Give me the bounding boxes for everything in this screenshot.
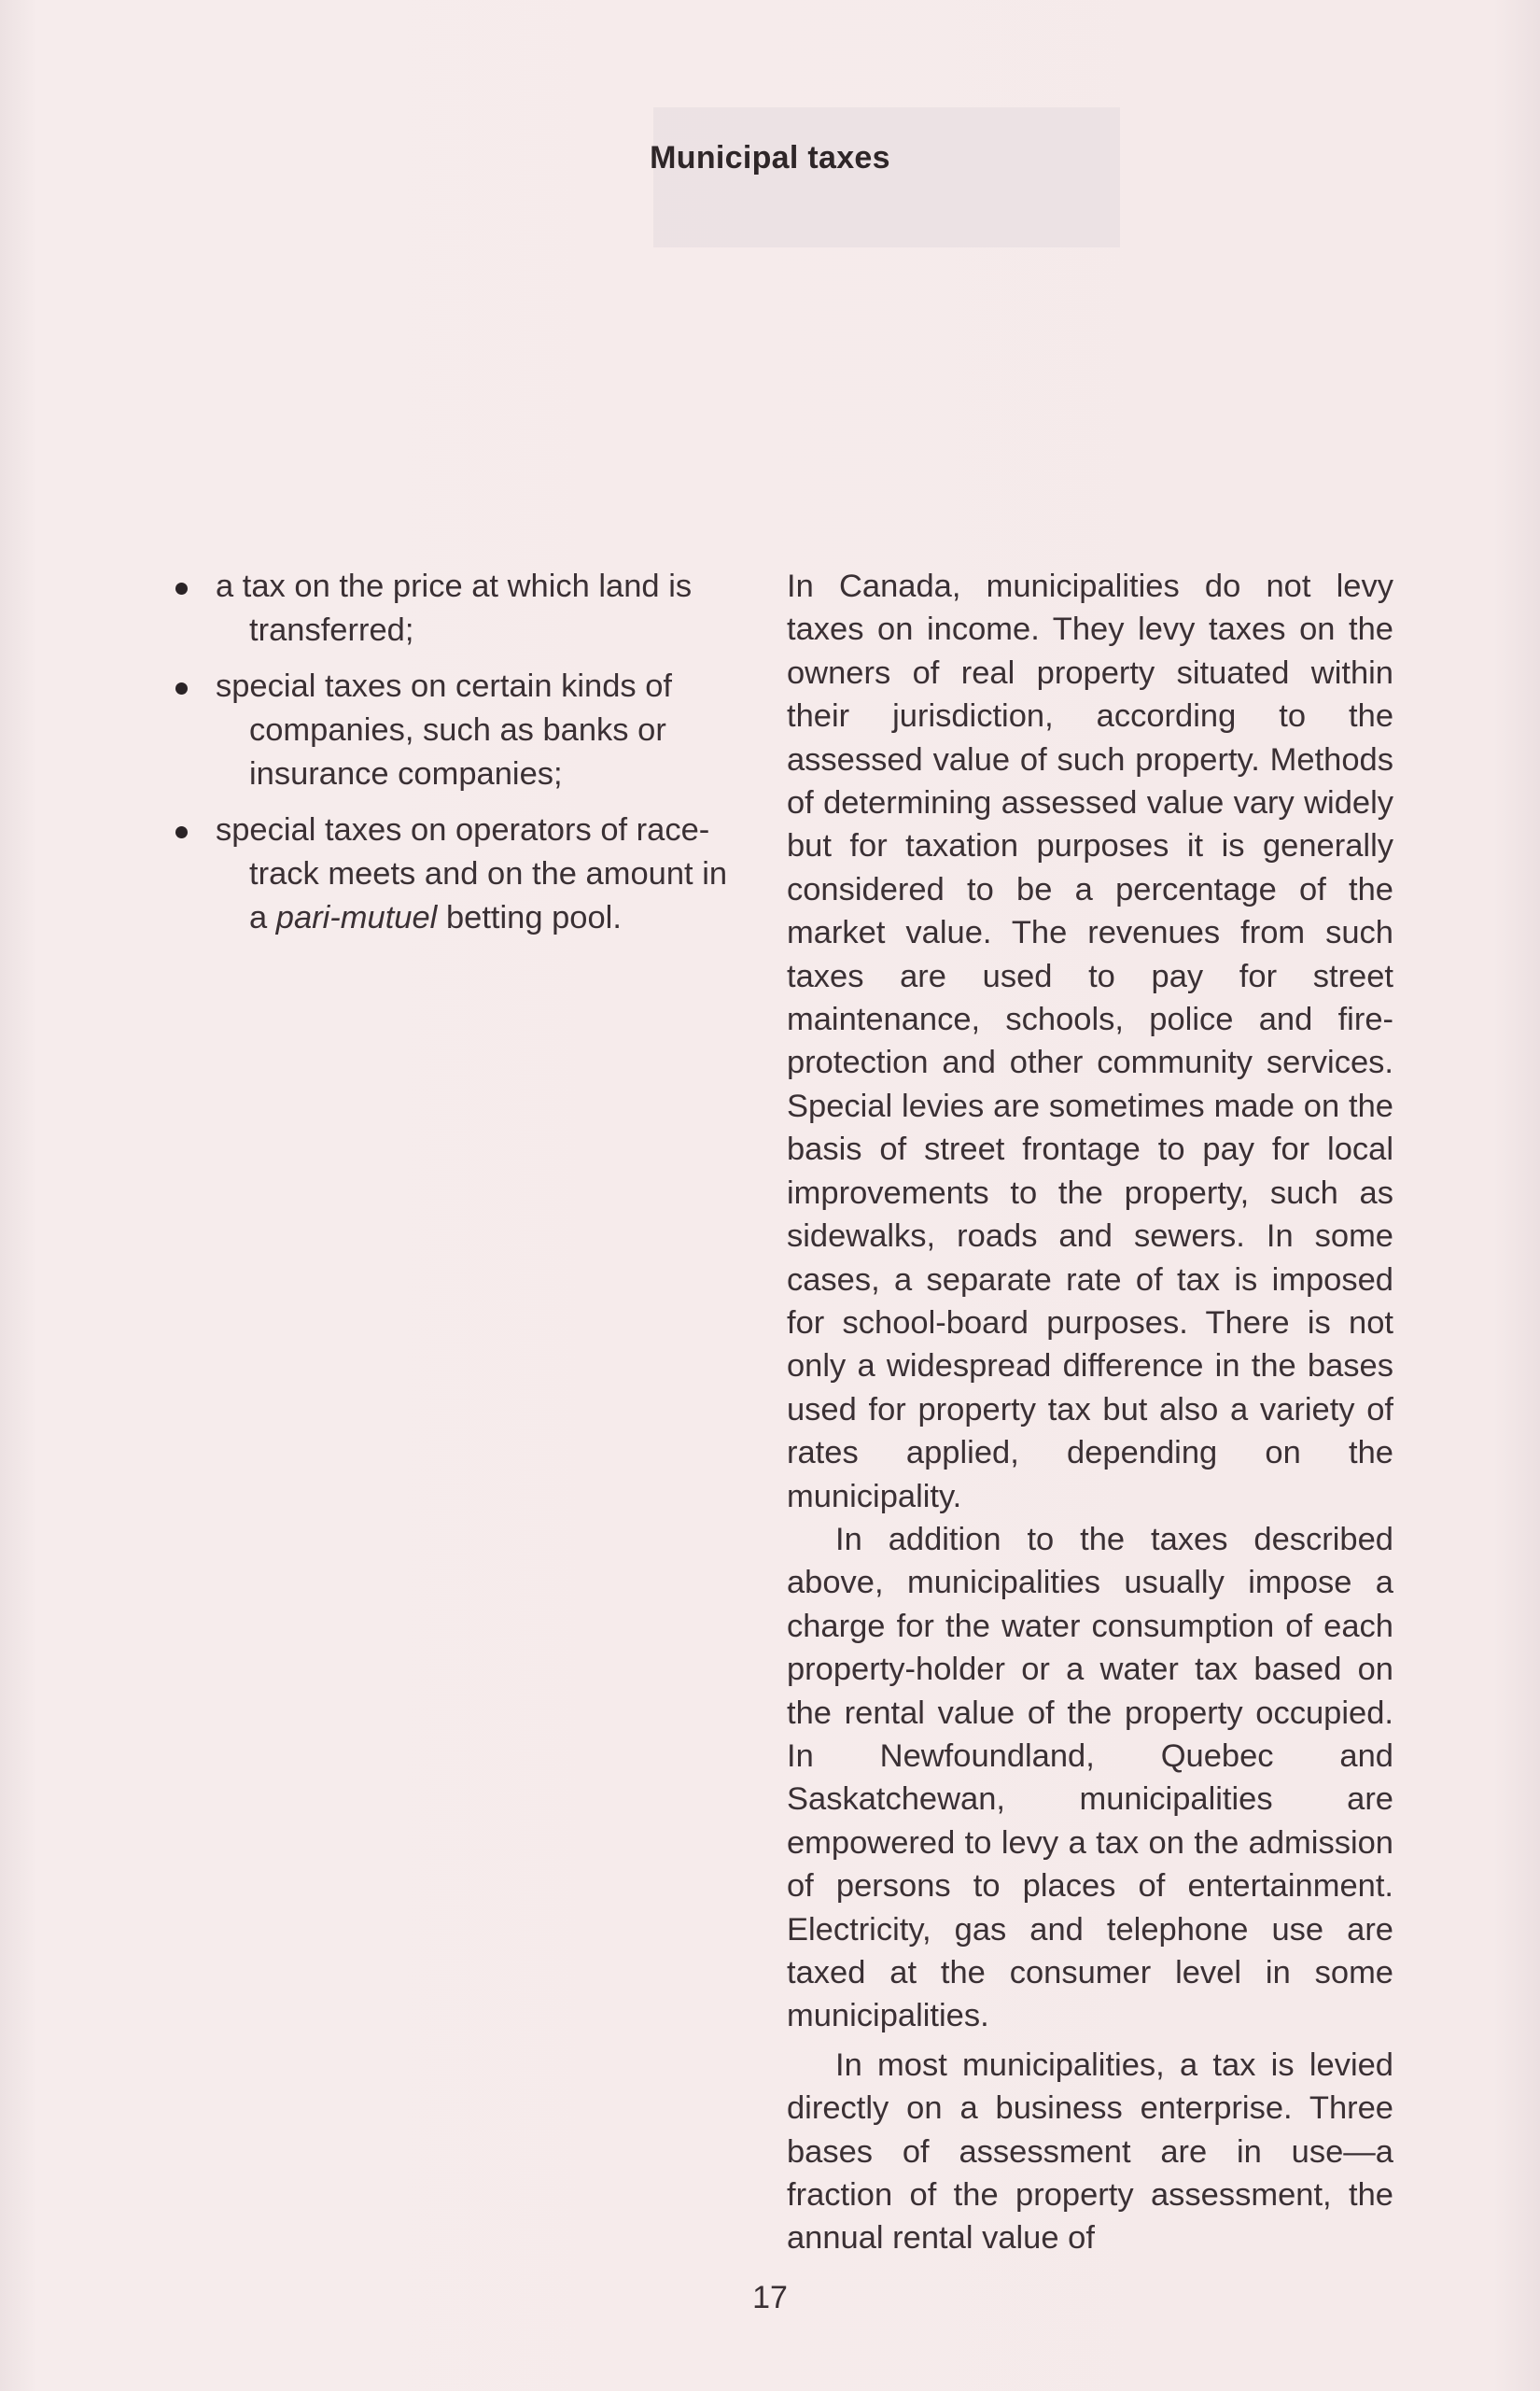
list-item-italic-term: pari-mutuel [275,900,438,935]
list-item-text-after: betting pool. [437,900,622,935]
bleed-through-shadow [653,107,1120,247]
bullet-icon [175,682,188,695]
list-item [171,809,740,940]
list-item-text-before: special taxes on operators of race-track meets and on the amount in a [216,812,728,935]
page-title: Municipal taxes [650,140,890,176]
page-number: 17 [752,2280,788,2315]
body-text-column [787,565,1393,2260]
bullet-list [171,565,740,952]
body-paragraph: In most municipalities, a tax is levied directly on a business enterprise. Three bases of assessment are in use—a fraction of the property assessment, the annual rental value of [787,2046,1393,2257]
body-paragraph: In Canada, municipalities do not levy taxes on income. They levy taxes on the owners of real property situated within their jurisdiction, according to the assessed value of such property. Methods of determining assessed value vary widely but for taxation purposes it is generally considered to be a percentage of the market value. The revenues from such taxes are used to pay for street maintenance, schools, police and fire-protection and other community services. Special levies are sometimes made on the basis of street frontage to pay for local improvements to the property, such as sidewalks, roads and sewers. In some cases, a separate rate of tax is imposed for school-board purposes. There is not only a widespread difference in the bases used for property tax but also a variety of rates applied, depending on the municipality. [787,569,1393,1514]
list-item-text: a tax on the price at which land is transferred; [216,569,693,648]
list-item [171,665,740,796]
bullet-icon [175,583,188,595]
list-item-text: special taxes on certain kinds of companies, such as banks or insurance companies; [216,668,673,792]
bullet-icon [175,826,188,838]
list-item [171,565,740,653]
body-paragraph: In addition to the taxes described above, municipalities usually impose a charge for the water consumption of each property-holder or a water tax based on the rental value of the property occupied. In Newfoundland, Quebec and Saskatchewan, municipalities are empowered to levy a tax on the admission of persons to places of entertainment. Electricity, gas and telephone use are taxed at the consumer level in some municipalities. [787,1521,1393,2034]
